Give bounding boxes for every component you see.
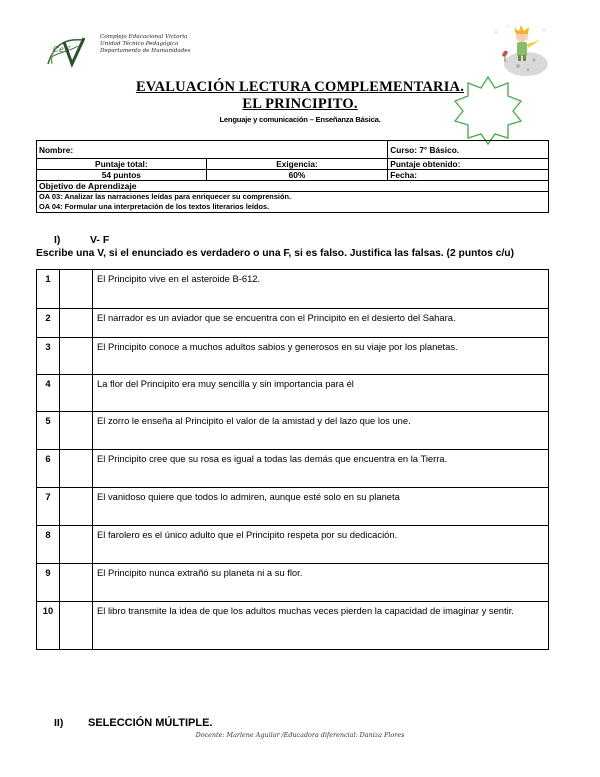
statement-text: El libro transmite la idea de que los adultos muchas veces pierden la capacidad de imaginar y sentir. — [93, 602, 549, 650]
little-prince-illustration — [488, 22, 550, 76]
answer-cell[interactable] — [60, 270, 93, 309]
exigencia-label: Exigencia: — [206, 159, 388, 170]
table-row — [37, 526, 549, 564]
answer-cell[interactable] — [60, 488, 93, 526]
item-number: 10 — [37, 602, 60, 650]
table-row — [37, 375, 549, 412]
section-1-number: I) — [54, 234, 61, 246]
section-1-title: V- F — [90, 234, 110, 246]
answer-cell[interactable] — [60, 309, 93, 338]
item-number: 6 — [37, 450, 60, 488]
footer-credits: Docente: Marlene Aguilar /Educadora diferencial: Daniza Flores — [195, 731, 405, 739]
statement-text: El Principito cree que su rosa es igual a todas las demás que encuentra en la Tierra. — [93, 450, 549, 488]
page-subtitle-book: EL PRINCIPITO. — [242, 96, 358, 112]
section-1-instruction: Escribe una V, si el enunciado es verdadero o una F, si es falso. Justifica las falsas. (2 puntos c/u) — [36, 248, 515, 259]
answer-cell[interactable] — [60, 338, 93, 375]
statement-text: El Principito conoce a muchos adultos sabios y generosos en su viaje por los planetas. — [93, 338, 549, 375]
item-number: 4 — [37, 375, 60, 412]
answer-cell[interactable] — [60, 450, 93, 488]
puntaje-total-label: Puntaje total: — [37, 159, 207, 170]
oa03-text: OA 03: Analizar las narraciones leídas para enriquecer su comprensión. — [39, 192, 292, 201]
statement-text: El farolero es el único adulto que el Principito respeta por su dedicación. — [93, 526, 549, 564]
item-number: 1 — [37, 270, 60, 309]
school-name-block — [100, 34, 190, 55]
objetivo-label: Objetivo de Aprendizaje — [37, 181, 549, 192]
puntaje-total-value: 54 puntos — [37, 170, 207, 181]
section-2-number: II) — [54, 717, 64, 729]
table-row — [37, 309, 549, 338]
item-number: 2 — [37, 309, 60, 338]
fecha-field[interactable]: Fecha: — [388, 170, 549, 181]
statement-text: El Principito nunca extrañó su planeta ni a su flor. — [93, 564, 549, 602]
answer-cell[interactable] — [60, 602, 93, 650]
statement-text: La flor del Principito era muy sencilla y sin importancia para él — [93, 375, 549, 412]
answer-cell[interactable] — [60, 564, 93, 602]
section-2-title: SELECCIÓN MÚLTIPLE. — [88, 717, 213, 729]
table-row — [37, 564, 549, 602]
table-row — [37, 488, 549, 526]
school-line: Complejo Educacional Victoria — [100, 34, 188, 40]
table-row — [37, 450, 549, 488]
answer-cell[interactable] — [60, 375, 93, 412]
school-line: Departamento de Humanidades — [100, 48, 191, 54]
table-row — [37, 270, 549, 309]
statement-text: El narrador es un aviador que se encuentra con el Principito en el desierto del Sahara. — [93, 309, 549, 338]
nombre-field[interactable]: Nombre: — [37, 141, 388, 159]
true-false-table — [36, 269, 549, 650]
statement-text: El Principito vive en el asteroide B-612. — [93, 270, 549, 309]
answer-cell[interactable] — [60, 526, 93, 564]
table-row — [37, 602, 549, 650]
subject-line: Lenguaje y comunicación – Enseñanza Básica. — [219, 115, 381, 124]
table-row — [37, 412, 549, 450]
item-number: 8 — [37, 526, 60, 564]
svg-text:CeV: CeV — [53, 45, 70, 54]
item-number: 9 — [37, 564, 60, 602]
statement-text: El vanidoso quiere que todos lo admiren, aunque esté solo en su planeta — [93, 488, 549, 526]
school-logo — [44, 34, 88, 70]
learning-objectives — [37, 192, 549, 213]
student-info-table — [36, 140, 549, 213]
item-number: 5 — [37, 412, 60, 450]
puntaje-obtenido-field[interactable]: Puntaje obtenido: — [388, 159, 549, 170]
exigencia-value: 60% — [206, 170, 388, 181]
statement-text: El zorro le enseña al Principito el valor de la amistad y del lazo que los une. — [93, 412, 549, 450]
curso-field: Curso: 7° Básico. — [388, 141, 549, 159]
table-row — [37, 338, 549, 375]
item-number: 3 — [37, 338, 60, 375]
answer-cell[interactable] — [60, 412, 93, 450]
page-title: EVALUACIÓN LECTURA COMPLEMENTARIA. — [135, 79, 465, 95]
oa04-text: OA 04: Formular una interpretación de los textos literarios leídos. — [39, 202, 270, 211]
item-number: 7 — [37, 488, 60, 526]
school-line: Unidad Técnico Pedagógica — [100, 41, 179, 47]
